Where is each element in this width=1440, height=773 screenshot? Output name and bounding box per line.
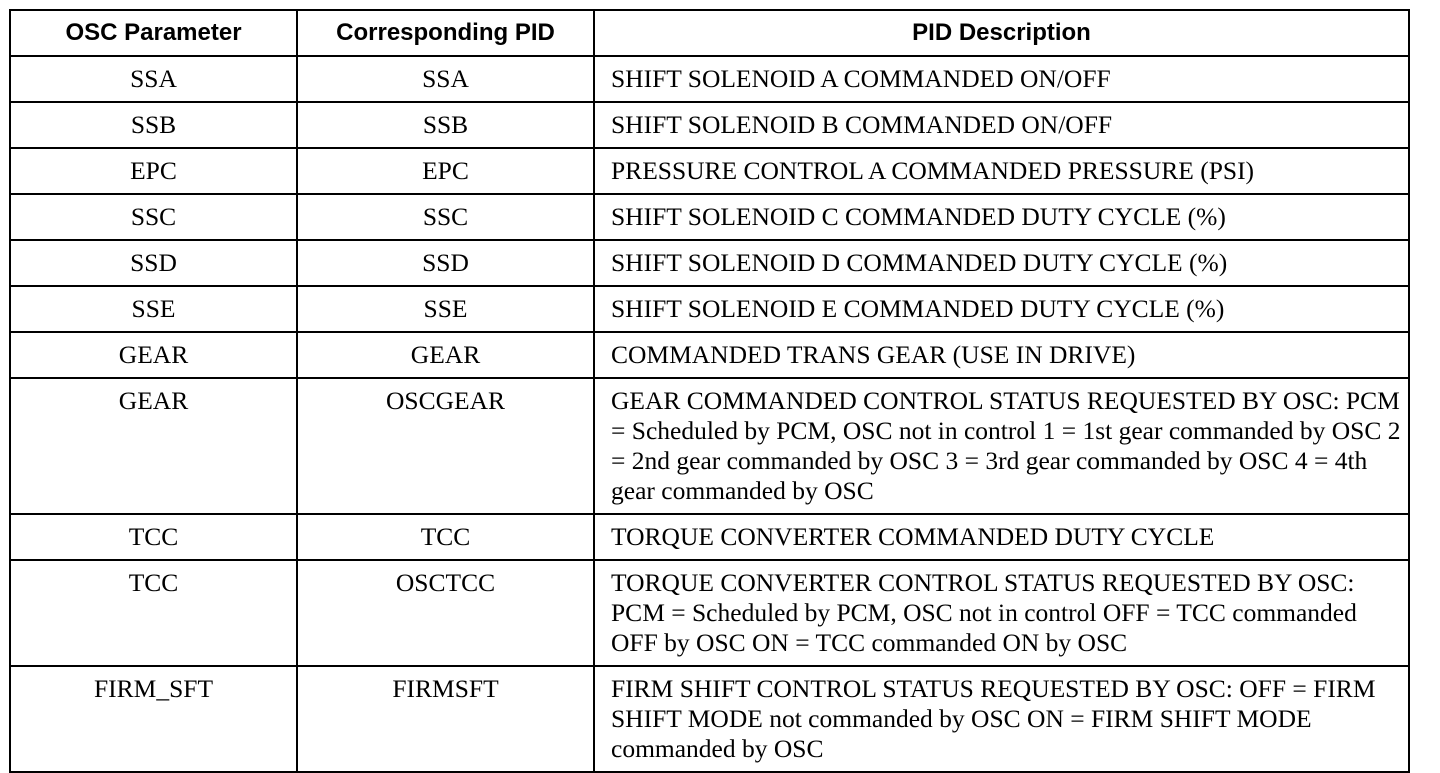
table-row xyxy=(10,332,1409,378)
table-row xyxy=(10,286,1409,332)
table-row xyxy=(10,514,1409,560)
table-header xyxy=(10,10,1409,56)
corresponding-pid-cell: TCC xyxy=(297,514,594,560)
corresponding-pid-cell: OSCTCC xyxy=(297,560,594,666)
corresponding-pid-cell: OSCGEAR xyxy=(297,378,594,514)
pid-description-cell: COMMANDED TRANS GEAR (USE IN DRIVE) xyxy=(594,332,1409,378)
table-row xyxy=(10,56,1409,102)
pid-description-cell: PRESSURE CONTROL A COMMANDED PRESSURE (PSI) xyxy=(594,148,1409,194)
corresponding-pid-cell: FIRMSFT xyxy=(297,666,594,772)
corresponding-pid-cell: GEAR xyxy=(297,332,594,378)
table-row xyxy=(10,194,1409,240)
table-row xyxy=(10,240,1409,286)
corresponding-pid-cell: SSA xyxy=(297,56,594,102)
pid-description-cell: SHIFT SOLENOID A COMMANDED ON/OFF xyxy=(594,56,1409,102)
pid-description-cell: TORQUE CONVERTER COMMANDED DUTY CYCLE xyxy=(594,514,1409,560)
pid-description-cell: GEAR COMMANDED CONTROL STATUS REQUESTED BY OSC: PCM = Scheduled by PCM, OSC not in control 1 = 1st gear commanded by OSC 2 = 2nd gear commanded by OSC 3 = 3rd gear commanded by OSC 4 = 4th gear commanded by OSC xyxy=(594,378,1409,514)
corresponding-pid-cell: SSD xyxy=(297,240,594,286)
osc-parameter-table xyxy=(9,9,1410,773)
osc-parameter-cell: EPC xyxy=(10,148,297,194)
osc-parameter-cell: SSA xyxy=(10,56,297,102)
pid-description-cell: SHIFT SOLENOID D COMMANDED DUTY CYCLE (%) xyxy=(594,240,1409,286)
table-row xyxy=(10,666,1409,772)
table-body xyxy=(10,56,1409,772)
osc-parameter-cell: SSC xyxy=(10,194,297,240)
osc-parameter-cell: FIRM_SFT xyxy=(10,666,297,772)
header-row xyxy=(10,10,1409,56)
table-row xyxy=(10,560,1409,666)
table-row xyxy=(10,102,1409,148)
pid-description-cell: SHIFT SOLENOID C COMMANDED DUTY CYCLE (%) xyxy=(594,194,1409,240)
corresponding-pid-cell: SSC xyxy=(297,194,594,240)
header-pid-description: PID Description xyxy=(594,10,1409,56)
pid-description-cell: SHIFT SOLENOID E COMMANDED DUTY CYCLE (%) xyxy=(594,286,1409,332)
corresponding-pid-cell: SSB xyxy=(297,102,594,148)
table-row xyxy=(10,378,1409,514)
osc-parameter-cell: GEAR xyxy=(10,378,297,514)
header-corresponding-pid: Corresponding PID xyxy=(297,10,594,56)
corresponding-pid-cell: SSE xyxy=(297,286,594,332)
header-osc-parameter: OSC Parameter xyxy=(10,10,297,56)
corresponding-pid-cell: EPC xyxy=(297,148,594,194)
osc-parameter-cell: SSD xyxy=(10,240,297,286)
osc-parameter-cell: SSE xyxy=(10,286,297,332)
osc-parameter-cell: TCC xyxy=(10,560,297,666)
osc-parameter-cell: SSB xyxy=(10,102,297,148)
osc-parameter-cell: GEAR xyxy=(10,332,297,378)
pid-description-cell: TORQUE CONVERTER CONTROL STATUS REQUESTED BY OSC: PCM = Scheduled by PCM, OSC not in control OFF = TCC commanded OFF by OSC ON = TCC commanded ON by OSC xyxy=(594,560,1409,666)
pid-description-cell: FIRM SHIFT CONTROL STATUS REQUESTED BY OSC: OFF = FIRM SHIFT MODE not commanded by OSC ON = FIRM SHIFT MODE commanded by OSC xyxy=(594,666,1409,772)
table-row xyxy=(10,148,1409,194)
osc-parameter-cell: TCC xyxy=(10,514,297,560)
pid-description-cell: SHIFT SOLENOID B COMMANDED ON/OFF xyxy=(594,102,1409,148)
